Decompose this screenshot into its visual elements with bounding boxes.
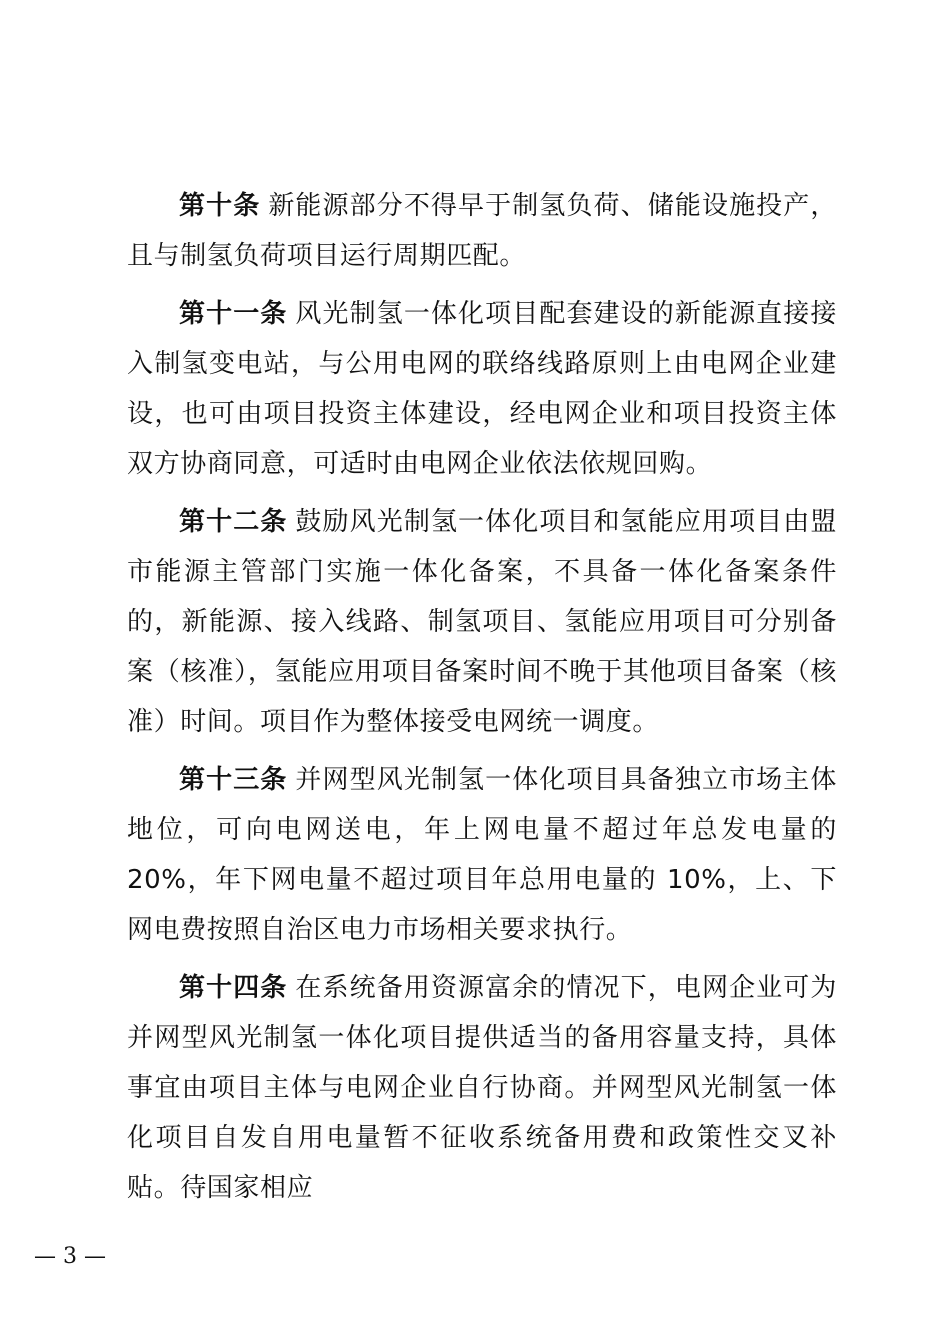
article-13	[127, 755, 837, 955]
article-12-text: 鼓励风光制氢一体化项目和氢能应用项目由盟市能源主管部门实施一体化备案，不具备一体化备案条件的，新能源、接入线路、制氢项目、氢能应用项目可分别备案（核准），氢能应用项目备案时间不晚于其他项目备案（核准）时间。项目作为整体接受电网统一调度。	[127, 507, 837, 737]
article-12	[127, 497, 837, 747]
document-body	[127, 181, 837, 1221]
article-11-text: 风光制氢一体化项目配套建设的新能源直接接入制氢变电站，与公用电网的联络线路原则上由电网企业建设，也可由项目投资主体建设，经电网企业和项目投资主体双方协商同意，可适时由电网企业依法依规回购。	[127, 299, 837, 479]
page-number: — 3 —	[34, 1244, 106, 1269]
article-14	[127, 963, 837, 1213]
article-13-text: 并网型风光制氢一体化项目具备独立市场主体地位，可向电网送电，年上网电量不超过年总发电量的 20%，年下网电量不超过项目年总用电量的 10%，上、下网电费按照自治区电力市场相关要求执行。	[127, 765, 837, 945]
article-10	[127, 181, 837, 281]
article-11	[127, 289, 837, 489]
article-14-title: 第十四条	[179, 973, 288, 1003]
article-14-text: 在系统备用资源富余的情况下，电网企业可为并网型风光制氢一体化项目提供适当的备用容量支持，具体事宜由项目主体与电网企业自行协商。并网型风光制氢一体化项目自发自用电量暂不征收系统备用费和政策性交叉补贴。待国家相应	[127, 973, 837, 1203]
article-13-title: 第十三条	[179, 765, 288, 795]
article-11-title: 第十一条	[179, 299, 288, 329]
article-10-text: 新能源部分不得早于制氢负荷、储能设施投产，且与制氢负荷项目运行周期匹配。	[127, 191, 837, 271]
article-12-title: 第十二条	[179, 507, 288, 537]
article-10-title: 第十条	[179, 191, 261, 221]
